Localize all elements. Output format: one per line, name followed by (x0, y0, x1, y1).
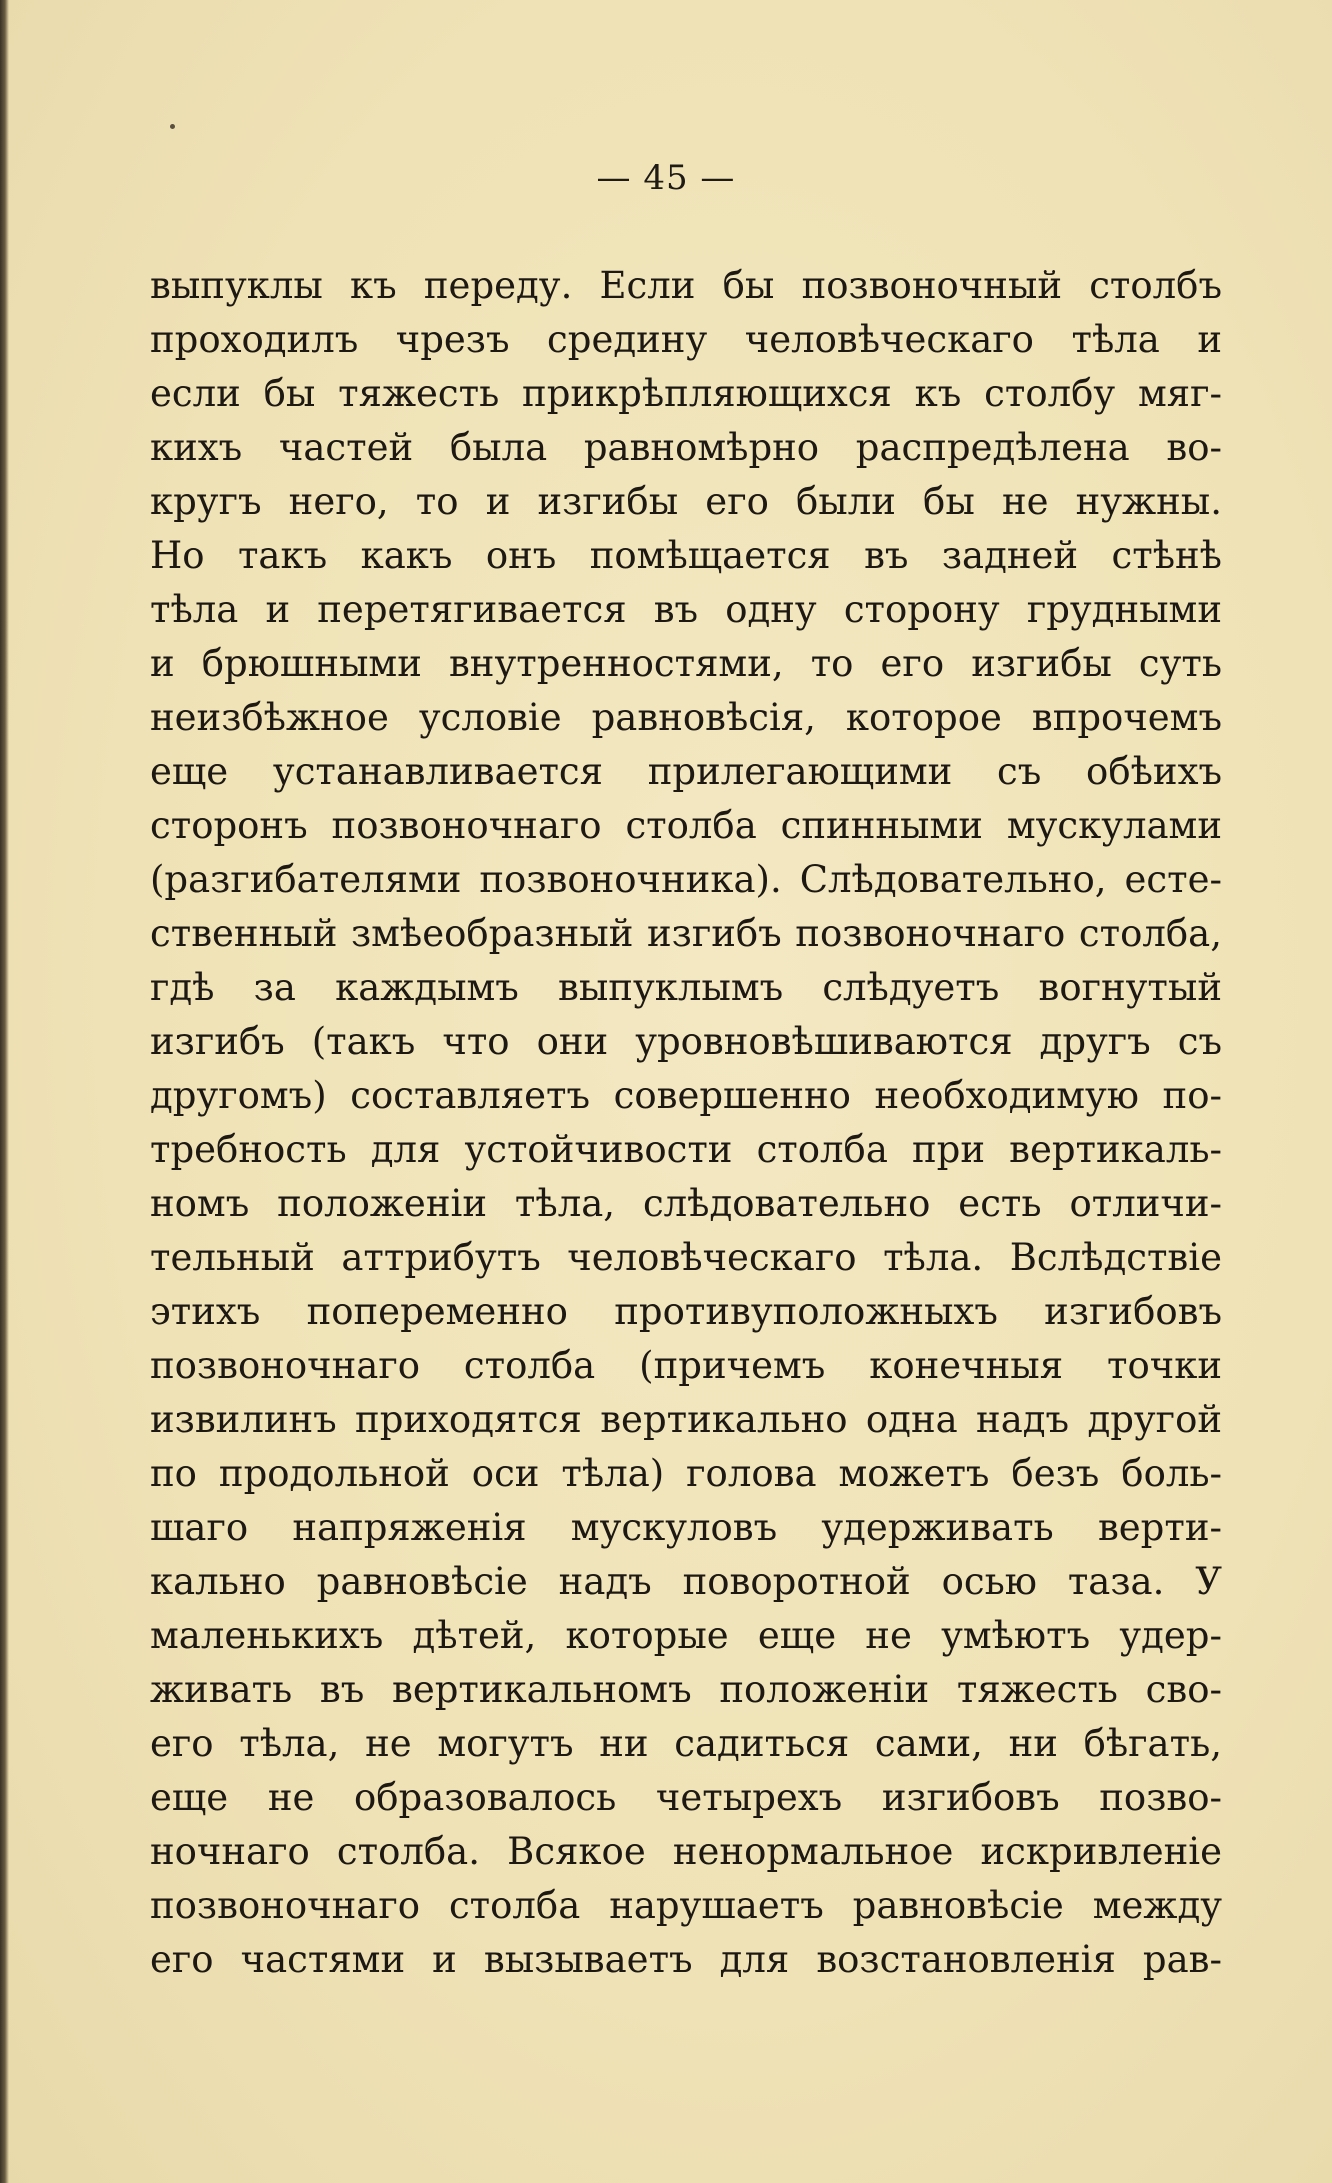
binding-edge (0, 0, 9, 2183)
text-line: и брюшными внутренностями, то его изгибы суть (150, 642, 1222, 685)
text-line: маленькихъ дѣтей, которые еще не умѣютъ удер- (150, 1614, 1222, 1657)
text-line: тѣла и перетягивается въ одну сторону грудными (150, 588, 1222, 631)
text-line: тельный аттрибутъ человѣческаго тѣла. Вслѣдствіе (150, 1236, 1222, 1279)
text-line: позвоночнаго столба (причемъ конечныя точки (150, 1344, 1222, 1387)
text-line: проходилъ чрезъ средину человѣческаго тѣла и (150, 318, 1222, 361)
text-line: сторонъ позвоночнаго столба спинными мускулами (150, 804, 1222, 847)
text-line: изгибъ (такъ что они уровновѣшиваются другъ съ (150, 1020, 1222, 1063)
text-line: живать въ вертикальномъ положеніи тяжесть сво- (150, 1668, 1222, 1711)
text-line: его тѣла, не могутъ ни садиться сами, ни бѣгать, (150, 1722, 1222, 1765)
text-line: извилинъ приходятся вертикально одна надъ другой (150, 1398, 1222, 1441)
text-line: Но такъ какъ онъ помѣщается въ задней стѣнѣ (150, 534, 1222, 577)
body-text (150, 259, 1222, 1987)
text-line: (разгибателями позвоночника). Слѣдовательно, есте- (150, 858, 1222, 901)
text-line: еще не образовалось четырехъ изгибовъ позво- (150, 1776, 1222, 1819)
text-line: неизбѣжное условіе равновѣсія, которое впрочемъ (150, 696, 1222, 739)
paper-speck (170, 124, 175, 129)
text-line: выпуклы къ переду. Если бы позвоночный столбъ (150, 264, 1222, 307)
text-line: этихъ попеременно противуположныхъ изгибовъ (150, 1290, 1222, 1333)
text-line: шаго напряженія мускуловъ удерживать верти- (150, 1506, 1222, 1549)
text-line: гдѣ за каждымъ выпуклымъ слѣдуетъ вогнутый (150, 966, 1222, 1009)
text-line: его частями и вызываетъ для возстановленія рав- (150, 1938, 1222, 1981)
text-line: позвоночнаго столба нарушаетъ равновѣсіе между (150, 1884, 1222, 1927)
text-line: кально равновѣсіе надъ поворотной осью таза. У (150, 1560, 1222, 1603)
text-line: по продольной оси тѣла) голова можетъ безъ боль- (150, 1452, 1222, 1495)
text-line: номъ положеніи тѣла, слѣдовательно есть отличи- (150, 1182, 1222, 1225)
text-line: если бы тяжесть прикрѣпляющихся къ столбу мяг- (150, 372, 1222, 415)
page-number: — 45 — (596, 158, 736, 198)
text-line: кругъ него, то и изгибы его были бы не нужны. (150, 480, 1222, 523)
text-line: кихъ частей была равномѣрно распредѣлена во- (150, 426, 1222, 469)
text-line: ственный змѣеобразный изгибъ позвоночнаго столба, (150, 912, 1222, 955)
text-line: другомъ) составляетъ совершенно необходимую по- (150, 1074, 1222, 1117)
text-line: требность для устойчивости столба при вертикаль- (150, 1128, 1222, 1171)
text-line: ночнаго столба. Всякое ненормальное искривленіе (150, 1830, 1222, 1873)
text-line: еще устанавливается прилегающими съ обѣихъ (150, 750, 1222, 793)
